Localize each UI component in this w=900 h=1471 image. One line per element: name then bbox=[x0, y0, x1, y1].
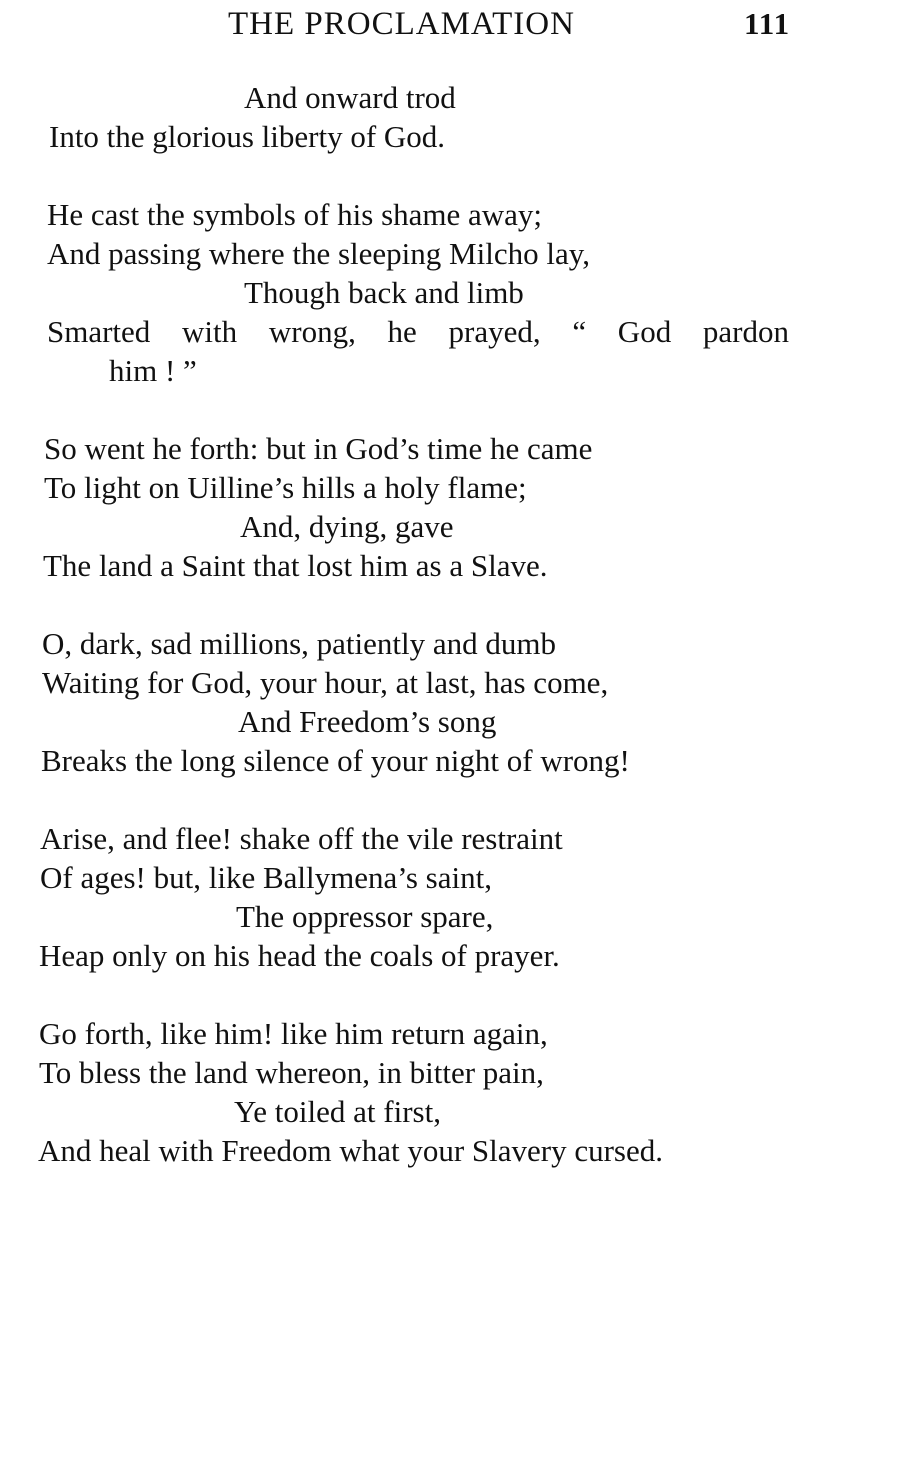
poem-line: Into the glorious liberty of God. bbox=[49, 119, 446, 154]
poem-line: To bless the land whereon, in bitter pain, bbox=[39, 1055, 544, 1090]
poem-line: him ! ” bbox=[109, 353, 197, 388]
poem-line: The land a Saint that lost him as a Slave. bbox=[43, 548, 548, 583]
running-head bbox=[0, 2, 900, 46]
poem-line: So went he forth: but in God’s time he came bbox=[44, 431, 593, 466]
poem-line: And passing where the sleeping Milcho lay, bbox=[47, 236, 590, 271]
poem-line: To light on Uilline’s hills a holy flame; bbox=[44, 470, 527, 505]
page-number: 111 bbox=[744, 6, 791, 41]
poem-line: Though back and limb bbox=[244, 275, 524, 310]
poem-line: The oppressor spare, bbox=[236, 899, 494, 934]
poem-line: Arise, and flee! shake off the vile restraint bbox=[40, 821, 563, 856]
poem-line: Of ages! but, like Ballymena’s saint, bbox=[40, 860, 492, 895]
poem-line: Ye toiled at first, bbox=[234, 1094, 441, 1129]
poem-line: Heap only on his head the coals of prayer. bbox=[39, 938, 560, 973]
poem-line: And onward trod bbox=[244, 80, 456, 115]
poem-line: And, dying, gave bbox=[240, 509, 454, 544]
poem-line: Breaks the long silence of your night of wrong! bbox=[41, 743, 630, 778]
poem-line: He cast the symbols of his shame away; bbox=[47, 197, 543, 232]
poem-line: And heal with Freedom what your Slavery cursed. bbox=[38, 1133, 664, 1168]
poem bbox=[0, 78, 900, 1170]
running-title: THE PROCLAMATION bbox=[228, 6, 575, 42]
poem-line: And Freedom’s song bbox=[238, 704, 497, 739]
poem-line: Smarted with wrong, he prayed, “ God pardon bbox=[47, 314, 789, 349]
poem-line: O, dark, sad millions, patiently and dumb bbox=[42, 626, 557, 661]
poem-line: Waiting for God, your hour, at last, has come, bbox=[42, 665, 609, 700]
poem-line: Go forth, like him! like him return again, bbox=[39, 1016, 548, 1051]
